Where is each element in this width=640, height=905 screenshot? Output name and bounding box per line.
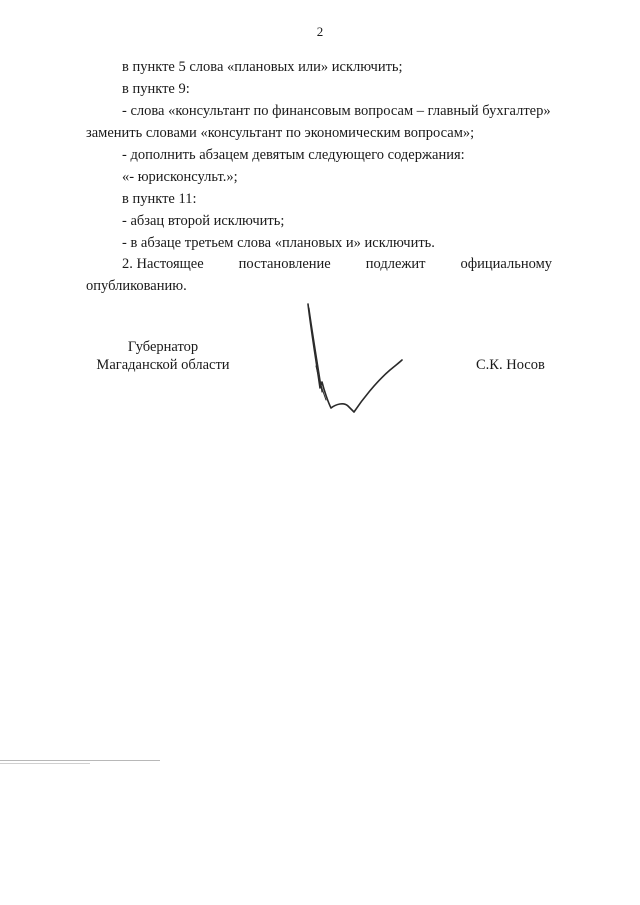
body-line-8: - абзац второй исключить;	[122, 213, 285, 229]
clause-2-word: подлежит	[365, 256, 426, 272]
body-line-1: в пункте 5 слова «плановых или» исключить;	[122, 59, 403, 75]
signatory-position	[88, 338, 238, 374]
body-line-5: - дополнить абзацем девятым следующего содержания:	[122, 147, 465, 163]
clause-2-word: 2. Настоящее	[122, 256, 204, 272]
clause-2-line-1	[122, 255, 552, 273]
body-line-2: в пункте 9:	[122, 81, 190, 97]
clause-2-word: официальному	[460, 256, 552, 272]
body-line-9: - в абзаце третьем слова «плановых и» исключить.	[122, 235, 435, 251]
clause-2-word: постановление	[238, 256, 331, 272]
body-line-6: «- юрисконсульт.»;	[122, 169, 238, 185]
body-line-4: заменить словами «консультант по экономическим вопросам»;	[86, 125, 475, 141]
scan-artifact-line	[0, 760, 160, 761]
clause-2-line-2: опубликованию.	[86, 278, 187, 294]
signatory-name: С.К. Носов	[476, 357, 545, 373]
signatory-region: Магаданской области	[96, 357, 230, 373]
scan-artifact-line	[0, 763, 90, 764]
signatory-title: Губернатор	[127, 339, 199, 355]
body-line-3: - слова «консультант по финансовым вопросам – главный бухгалтер»	[122, 103, 551, 119]
body-line-7: в пункте 11:	[122, 191, 197, 207]
page-number: 2	[316, 24, 324, 39]
handwritten-signature	[296, 300, 416, 422]
